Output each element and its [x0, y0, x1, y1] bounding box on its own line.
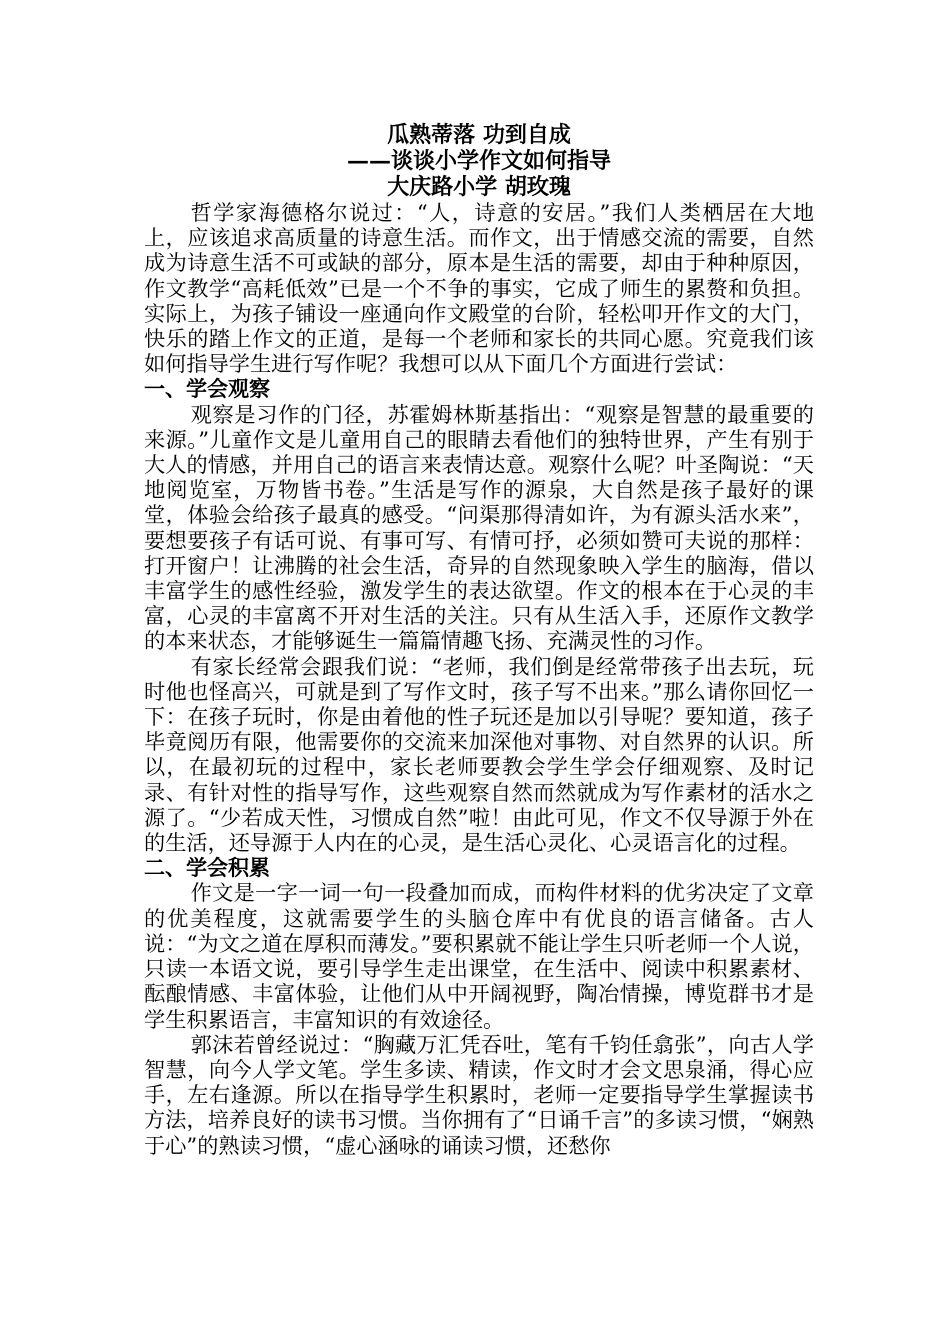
document-author: 大庆路小学 胡玫瑰	[387, 174, 571, 200]
section-heading-observe: 一、学会观察	[144, 376, 270, 402]
document-title: 瓜熟蒂落 功到自成	[387, 122, 571, 148]
title-block	[144, 122, 814, 200]
document-subtitle: ——谈谈小学作文如何指导	[346, 148, 611, 174]
observe-paragraph-2: 有家长经常会跟我们说：“老师，我们倒是经常带孩子出去玩，玩时他也怪高兴，可就是到了写作文时，孩子写不出来。”那么请你回忆一下：在孩子玩时，你是由着他的性子玩还是加以引导呢？要知道，孩子毕竟阅历有限，他需要你的交流来加深他对事物、对自然界的认识。所以，在最初玩的过程中，家长老师要教会学生学会仔细观察、及时记录、有针对性的指导写作，这些观察自然而然就成为写作素材的活水之源了。“少若成天性，习惯成自然”啦！由此可见，作文不仅导源于外在的生活，还导源于人内在的心灵，是生活心灵化、心灵语言化的过程。	[144, 653, 814, 856]
section-heading-accumulate: 二、学会积累	[144, 855, 270, 881]
accumulate-paragraph-1: 作文是一字一词一句一段叠加而成，而构件材料的优劣决定了文章的优美程度，这就需要学生的头脑仓库中有优良的语言储备。古人说：“为文之道在厚积而薄发。”要积累就不能让学生只听老师一个人说，只读一本语文说，要引导学生走出课堂，在生活中、阅读中积累素材、酝酿情感、丰富体验，让他们从中开阔视野，陶冶情操，博览群书才是学生积累语言，丰富知识的有效途径。	[144, 880, 814, 1032]
observe-paragraph-1: 观察是习作的门径，苏霍姆林斯基指出：“观察是智慧的最重要的来源。”儿童作文是儿童用自己的眼睛去看他们的独特世界，产生有别于大人的情感，并用自己的语言来表情达意。观察什么呢？叶圣陶说：“天地阅览室，万物皆书卷。”生活是写作的源泉，大自然是孩子最好的课堂，体验会给孩子最真的感受。“问渠那得清如许，为有源头活水来”，要想要孩子有话可说、有事可写、有情可抒，必须如赞可夫说的那样：打开窗户！让沸腾的社会生活，奇异的自然现象映入学生的脑海，借以丰富学生的感性经验，激发学生的表达欲望。作文的根本在于心灵的丰富，心灵的丰富离不开对生活的关注。只有从生活入手，还原作文教学的本来状态，才能够诞生一篇篇情趣飞扬、充满灵性的习作。	[144, 401, 814, 654]
intro-paragraph: 哲学家海德格尔说过：“人，诗意的安居。”我们人类栖居在大地上，应该追求高质量的诗意生活。而作文，出于情感交流的需要，自然成为诗意生活不可或缺的部分，原本是生活的需要，却由于种种原因，作文教学“高耗低效”已是一个不争的事实，它成了师生的累赘和负担。实际上，为孩子铺设一座通向作文殿堂的台阶，轻松叩开作文的大门，快乐的踏上作文的正道，是每一个老师和家长的共同心愿。究竟我们该如何指导学生进行写作呢？我想可以从下面几个方面进行尝试：	[144, 200, 814, 377]
document-page	[144, 122, 814, 1158]
accumulate-paragraph-2: 郭沫若曾经说过：“胸藏万汇凭吞吐，笔有千钧任翕张”，向古人学智慧，向今人学文笔。学生多读、精读，作文时才会文思泉涌，得心应手，左右逢源。所以在指导学生积累时，老师一定要指导学生掌握读书方法，培养良好的读书习惯。当你拥有了“日诵千言”的多读习惯，“娴熟于心”的熟读习惯，“虚心涵咏的诵读习惯，还愁你	[144, 1031, 814, 1158]
